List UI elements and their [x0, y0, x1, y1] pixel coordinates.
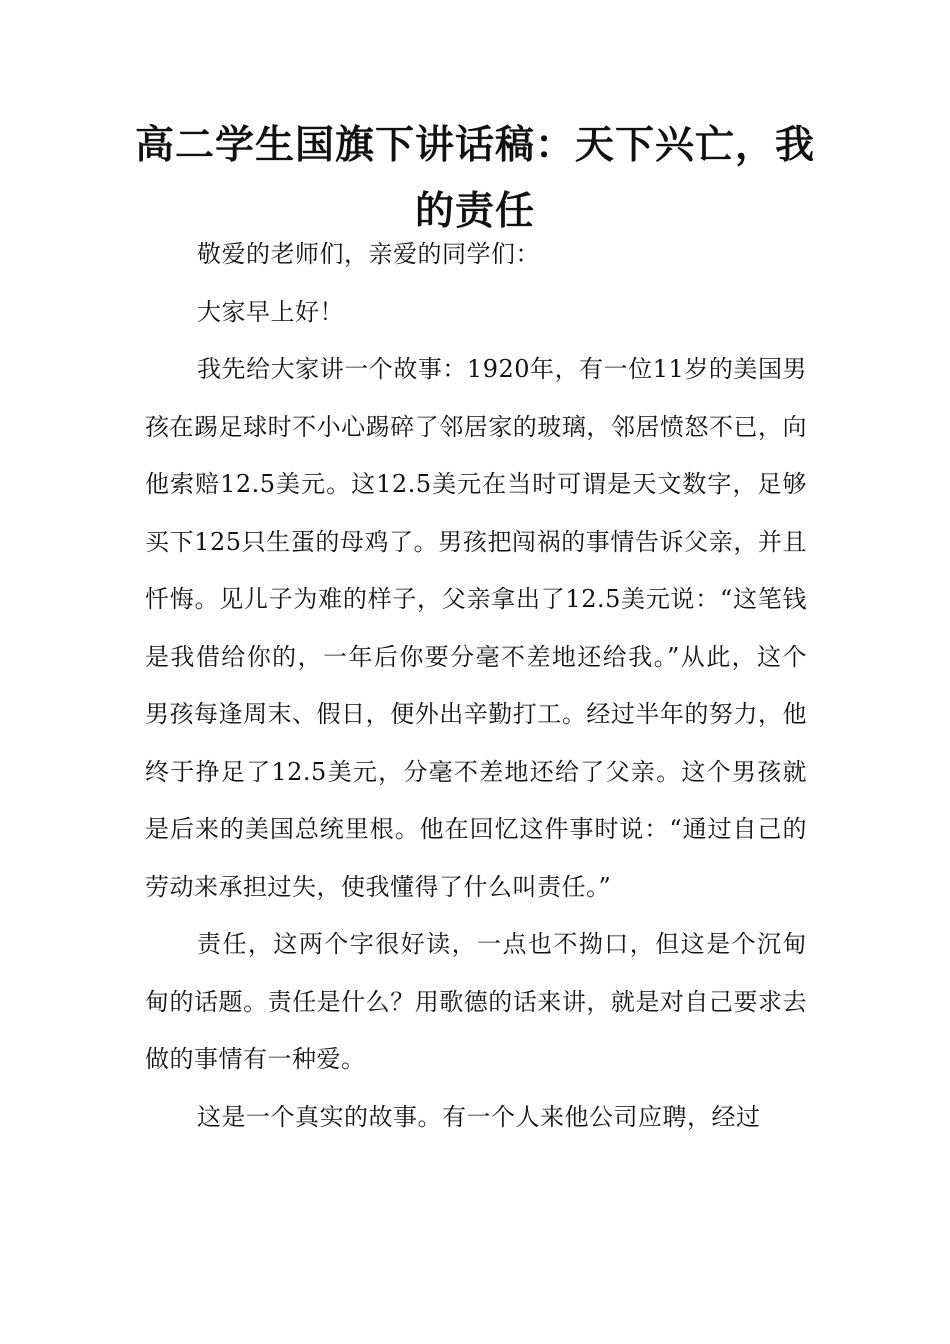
- salutation-paragraph: 敬爱的老师们，亲爱的同学们：: [197, 240, 540, 268]
- document-body: [145, 226, 807, 1146]
- responsibility-paragraph: 责任，这两个字很好读，一点也不拗口，但这是个沉甸甸的话题。责任是什么？用歌德的话来讲，就是对自己要求去做的事情有一种爱。: [145, 930, 807, 1073]
- document-title: 高二学生国旗下讲话稿：天下兴亡，我的责任: [134, 122, 815, 234]
- story-paragraph: 我先给大家讲一个故事：1920年，有一位11岁的美国男孩在踢足球时不小心踢碎了邻居家的玻璃，邻居愤怒不已，向他索赔12.5美元。这12.5美元在当时可谓是天文数字，足够买下125只生蛋的母鸡了。男孩把闯祸的事情告诉父亲，并且忏悔。见儿子为难的样子，父亲拿出了12.5美元说：“这笔钱是我借给你的，一年后你要分毫不差地还给我。”从此，这个男孩每逢周末、假日，便外出辛勤打工。经过半年的努力，他终于挣足了12.5美元，分毫不差地还给了父亲。这个男孩就是后来的美国总统里根。他在回忆这件事时说：“通过自己的劳动来承担过失，使我懂得了什么叫责任。”: [145, 355, 807, 901]
- greeting-paragraph: 大家早上好！: [197, 297, 344, 326]
- second-story-paragraph: 这是一个真实的故事。有一个人来他公司应聘，经过: [197, 1102, 761, 1131]
